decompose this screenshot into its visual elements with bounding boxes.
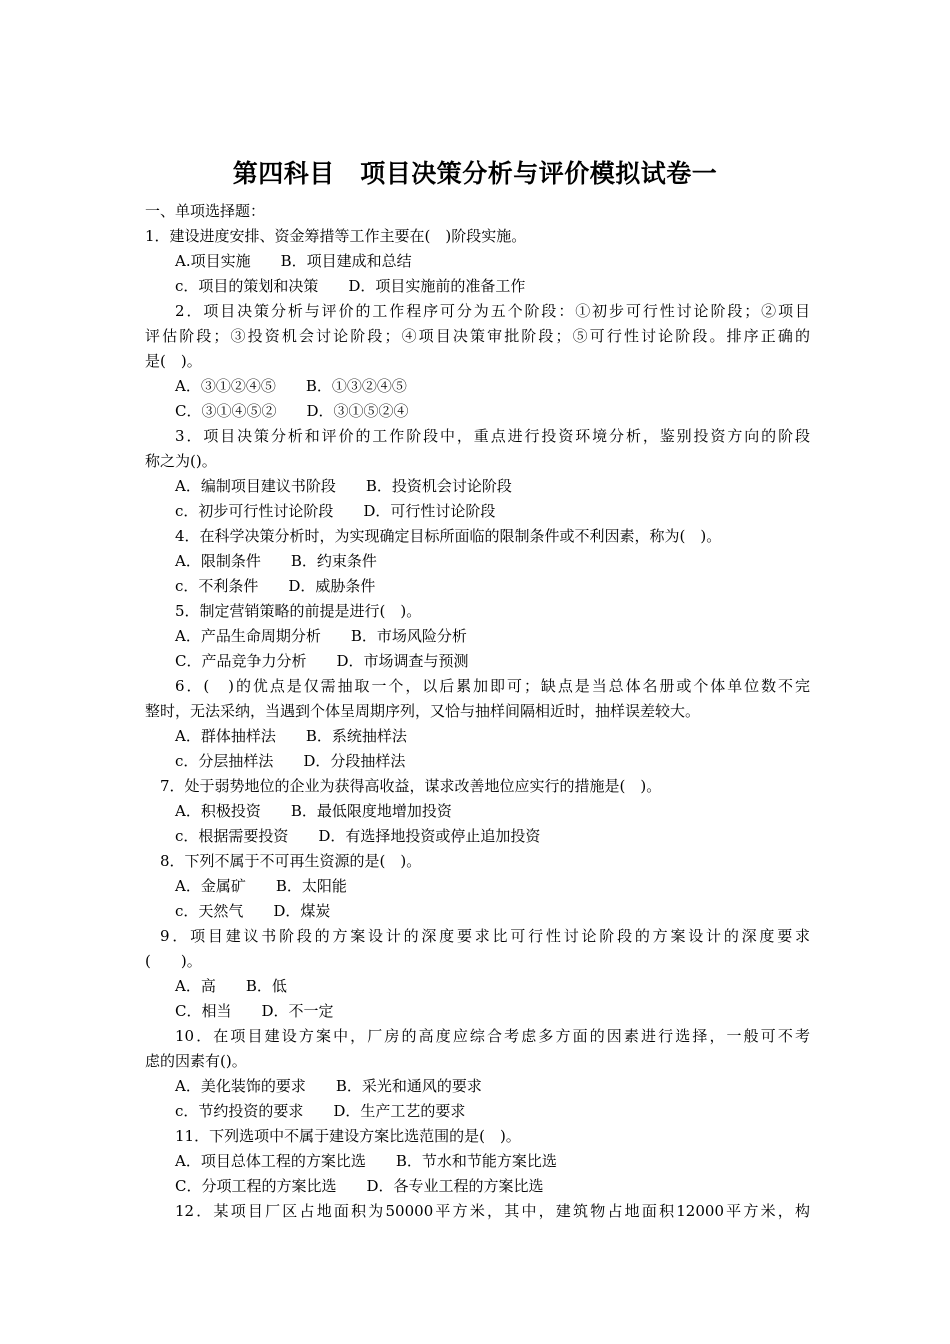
question-10-options-ab: A．美化装饰的要求 B．采光和通风的要求 (175, 1077, 482, 1095)
question-6-options-cd: c．分层抽样法 D．分段抽样法 (175, 752, 406, 770)
question-2-options-ab: A．③①②④⑤ B．①③②④⑤ (175, 377, 407, 395)
question-11-options-ab: A．项目总体工程的方案比选 B．节水和节能方案比选 (175, 1152, 557, 1170)
question-4-options-cd: c．不利条件 D．威胁条件 (175, 577, 376, 595)
question-2-line-3: 是( )。 (145, 352, 202, 370)
question-5: 5．制定营销策略的前提是进行( )。 (175, 602, 422, 620)
question-3-options-ab: A．编制项目建议书阶段 B．投资机会讨论阶段 (175, 477, 512, 495)
question-10-line-2: 虑的因素有()。 (145, 1052, 247, 1070)
question-2-line-2: 评估阶段；③投资机会讨论阶段；④项目决策审批阶段；⑤可行性讨论阶段。排序正确的 (145, 327, 810, 345)
question-9-line-1: 9．项目建议书阶段的方案设计的深度要求比可行性讨论阶段的方案设计的深度要求 (160, 927, 810, 945)
question-9-options-cd: C．相当 D．不一定 (175, 1002, 334, 1020)
question-11: 11．下列选项中不属于建设方案比选范围的是( )。 (175, 1127, 521, 1145)
question-7: 7．处于弱势地位的企业为获得高收益，谋求改善地位应实行的措施是( )。 (160, 777, 662, 795)
exam-body (145, 199, 810, 1224)
question-8-options-cd: c．天然气 D．煤炭 (175, 902, 331, 920)
question-6-line-2: 整时，无法采纳，当遇到个体呈周期序列，又恰与抽样间隔相近时，抽样误差较大。 (145, 702, 701, 720)
question-12-line-1: 12．某项目厂区占地面积为50000平方米，其中，建筑物占地面积12000平方米，构 (175, 1202, 810, 1220)
question-8: 8．下列不属于不可再生资源的是( )。 (160, 852, 422, 870)
question-7-options-cd: c．根据需要投资 D．有选择地投资或停止追加投资 (175, 827, 541, 845)
question-8-options-ab: A．金属矿 B．太阳能 (175, 877, 347, 895)
question-1-options-cd: c．项目的策划和决策 D．项目实施前的准备工作 (175, 277, 526, 295)
question-9-options-ab: A．高 B．低 (175, 977, 287, 995)
question-1: 1．建设进度安排、资金筹措等工作主要在( )阶段实施。 (145, 227, 527, 245)
question-9-line-2: ( )。 (145, 952, 202, 970)
question-4: 4．在科学决策分析时，为实现确定目标所面临的限制条件或不利因素，称为( )。 (175, 527, 722, 545)
question-2-options-cd: C．③①④⑤② D．③①⑤②④ (175, 402, 409, 420)
question-3-options-cd: c．初步可行性讨论阶段 D．可行性讨论阶段 (175, 502, 496, 520)
section-heading: 一、单项选择题： (145, 202, 266, 220)
question-6-line-1: 6．( )的优点是仅需抽取一个，以后累加即可；缺点是当总体名册或个体单位数不完 (175, 677, 810, 695)
question-7-options-ab: A．积极投资 B．最低限度地增加投资 (175, 802, 452, 820)
page-title: 第四科目 项目决策分析与评价模拟试卷一 (232, 159, 718, 188)
question-10-options-cd: c．节约投资的要求 D．生产工艺的要求 (175, 1102, 466, 1120)
question-3-line-2: 称之为()。 (145, 452, 217, 470)
question-11-options-cd: C．分项工程的方案比选 D．各专业工程的方案比选 (175, 1177, 544, 1195)
question-2-line-1: 2．项目决策分析与评价的工作程序可分为五个阶段：①初步可行性讨论阶段；②项目 (175, 302, 810, 320)
question-5-options-cd: C．产品竞争力分析 D．市场调查与预测 (175, 652, 469, 670)
question-5-options-ab: A．产品生命周期分析 B．市场风险分析 (175, 627, 467, 645)
question-1-options-ab: A.项目实施 B．项目建成和总结 (175, 252, 412, 270)
question-4-options-ab: A．限制条件 B．约束条件 (175, 552, 377, 570)
question-3-line-1: 3．项目决策分析和评价的工作阶段中，重点进行投资环境分析，鉴别投资方向的阶段 (175, 427, 810, 445)
question-6-options-ab: A．群体抽样法 B．系统抽样法 (175, 727, 407, 745)
question-10-line-1: 10．在项目建设方案中，厂房的高度应综合考虑多方面的因素进行选择，一般可不考 (175, 1027, 810, 1045)
